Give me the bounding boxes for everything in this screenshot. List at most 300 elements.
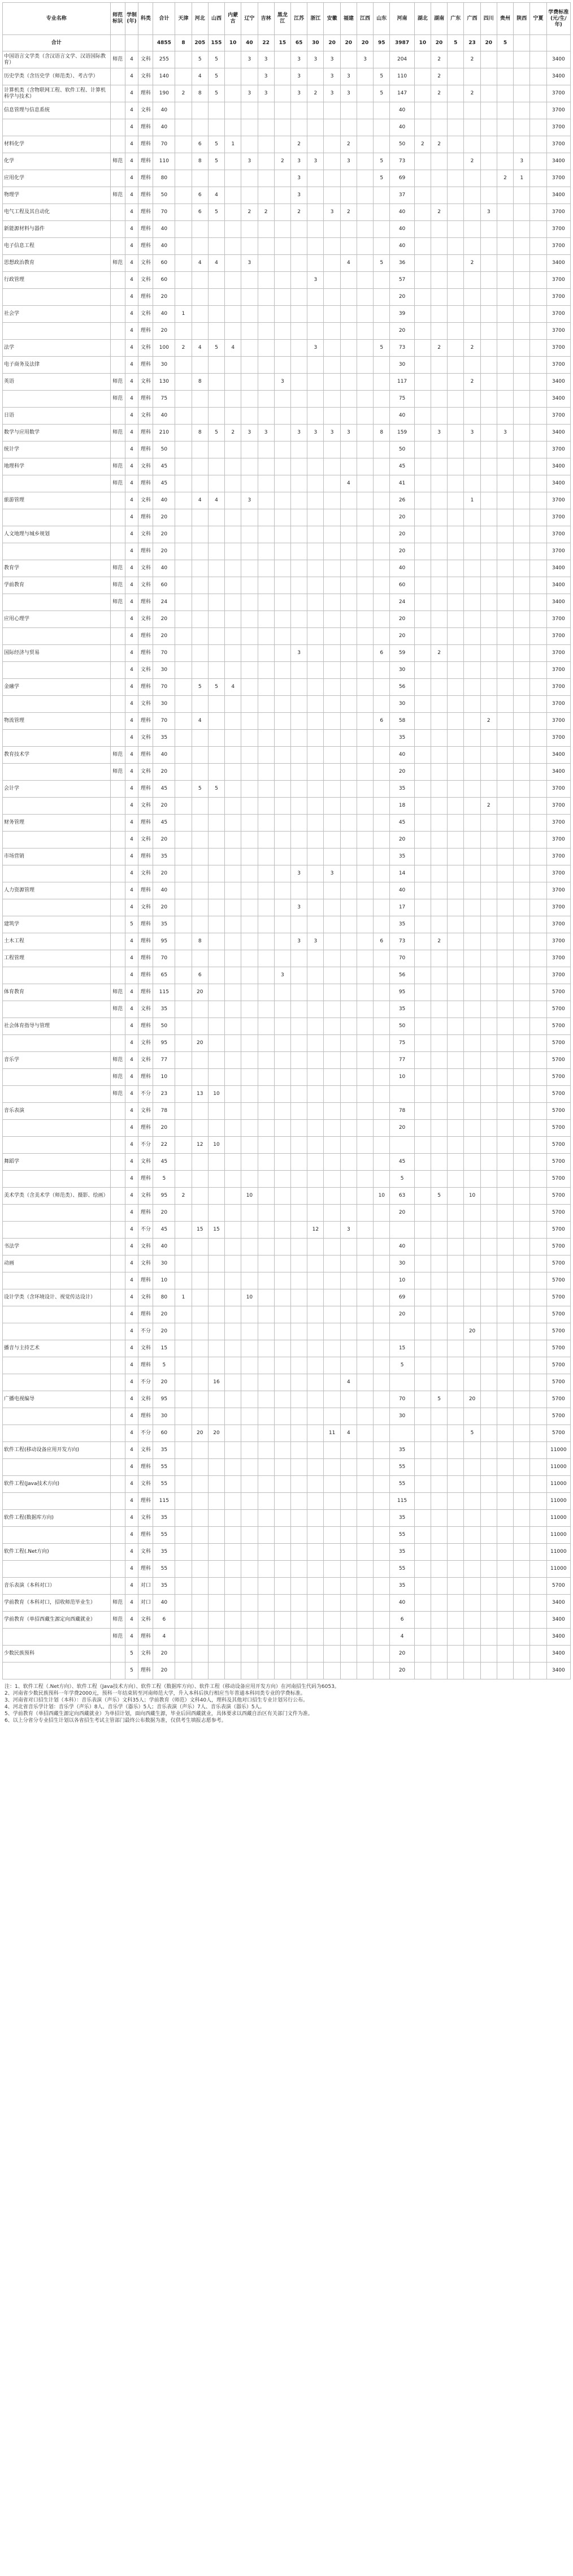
tuition-fee: 3700 <box>546 696 570 713</box>
province-cell: 20 <box>192 1425 208 1442</box>
province-cell <box>374 1052 390 1069</box>
study-years: 4 <box>125 1255 138 1272</box>
province-cell <box>374 187 390 204</box>
table-row <box>3 357 571 374</box>
province-cell: 15 <box>192 1222 208 1239</box>
study-years: 4 <box>125 560 138 577</box>
province-cell <box>324 1103 340 1120</box>
province-cell <box>241 696 258 713</box>
province-cell: 3 <box>480 204 497 221</box>
province-cell <box>274 289 290 306</box>
study-years: 4 <box>125 1340 138 1357</box>
province-cell <box>357 1086 373 1103</box>
table-row <box>3 1476 571 1493</box>
province-cell <box>307 1561 324 1578</box>
province-cell <box>514 1391 530 1408</box>
province-cell <box>530 1018 546 1035</box>
province-cell <box>374 289 390 306</box>
province-cell <box>241 136 258 153</box>
province-cell: 50 <box>390 136 414 153</box>
province-cell <box>431 509 447 526</box>
province-cell <box>464 1306 480 1323</box>
province-cell <box>291 1493 307 1510</box>
province-cell: 11 <box>324 1425 340 1442</box>
major-name <box>3 662 111 679</box>
province-cell <box>241 1086 258 1103</box>
province-cell: 10 <box>390 1272 414 1289</box>
province-cell <box>448 645 464 662</box>
province-cell <box>530 1052 546 1069</box>
province-cell <box>192 475 208 492</box>
normal-flag: 师范 <box>110 1086 125 1103</box>
province-cell <box>208 1663 224 1679</box>
province-cell <box>414 85 431 102</box>
province-cell <box>208 798 224 815</box>
province-cell <box>274 1154 290 1171</box>
province-cell <box>175 1629 192 1646</box>
row-total: 20 <box>153 611 175 628</box>
province-cell <box>374 899 390 916</box>
tuition-fee: 11000 <box>546 1544 570 1561</box>
province-cell <box>225 781 241 798</box>
province-cell <box>324 1052 340 1069</box>
province-cell <box>340 1035 357 1052</box>
province-cell <box>291 408 307 425</box>
province-cell <box>514 526 530 543</box>
province-cell: 20 <box>390 764 414 781</box>
province-cell <box>258 1086 274 1103</box>
province-cell: 3 <box>514 153 530 170</box>
province-cell <box>274 51 290 68</box>
table-row <box>3 1086 571 1103</box>
province-cell <box>530 221 546 238</box>
province-cell <box>374 815 390 832</box>
province-cell <box>480 1120 497 1137</box>
province-cell <box>464 1561 480 1578</box>
province-cell <box>464 1205 480 1222</box>
province-cell <box>192 882 208 899</box>
province-cell <box>357 306 373 323</box>
tuition-fee: 3700 <box>546 238 570 255</box>
province-cell <box>208 848 224 865</box>
province-cell: 5 <box>374 255 390 272</box>
province-cell <box>357 1459 373 1476</box>
subject-type: 理科 <box>138 391 153 408</box>
column-header: 学费标准(元/生/年) <box>546 3 570 35</box>
province-cell <box>414 1629 431 1646</box>
province-cell <box>208 543 224 560</box>
province-cell <box>340 1239 357 1255</box>
province-cell <box>414 238 431 255</box>
province-cell <box>241 933 258 950</box>
province-cell: 2 <box>464 85 480 102</box>
province-cell <box>274 1323 290 1340</box>
province-cell <box>192 272 208 289</box>
row-total: 40 <box>153 492 175 509</box>
study-years: 4 <box>125 289 138 306</box>
province-cell <box>208 1629 224 1646</box>
province-cell <box>530 51 546 68</box>
province-cell <box>324 1527 340 1544</box>
province-cell <box>241 374 258 391</box>
normal-flag: 师范 <box>110 1069 125 1086</box>
province-cell <box>514 187 530 204</box>
province-cell <box>464 170 480 187</box>
table-row <box>3 1493 571 1510</box>
province-cell <box>480 221 497 238</box>
province-cell: 3 <box>258 68 274 85</box>
province-cell <box>274 730 290 747</box>
row-total: 20 <box>153 1323 175 1340</box>
province-cell <box>192 1544 208 1561</box>
study-years: 4 <box>125 611 138 628</box>
province-cell <box>357 967 373 984</box>
province-cell: 20 <box>390 543 414 560</box>
province-cell <box>514 475 530 492</box>
province-cell <box>530 1425 546 1442</box>
province-cell <box>497 1408 513 1425</box>
total-cell: 23 <box>464 35 480 51</box>
province-cell <box>530 713 546 730</box>
province-cell <box>208 1595 224 1612</box>
province-cell <box>175 1222 192 1239</box>
province-cell <box>431 1205 447 1222</box>
province-cell <box>307 509 324 526</box>
province-cell <box>274 1205 290 1222</box>
province-cell <box>225 475 241 492</box>
tuition-fee: 3700 <box>546 832 570 848</box>
province-cell <box>225 713 241 730</box>
province-cell <box>530 950 546 967</box>
province-cell <box>241 357 258 374</box>
study-years: 4 <box>125 458 138 475</box>
province-cell <box>448 1408 464 1425</box>
tuition-fee: 3400 <box>546 1646 570 1663</box>
province-cell <box>258 492 274 509</box>
province-cell <box>497 1357 513 1374</box>
province-cell <box>324 526 340 543</box>
province-cell <box>414 984 431 1001</box>
province-cell <box>307 1086 324 1103</box>
province-cell <box>241 1340 258 1357</box>
province-cell <box>307 882 324 899</box>
province-cell <box>241 1493 258 1510</box>
tuition-fee: 5700 <box>546 1222 570 1239</box>
major-name <box>3 391 111 408</box>
normal-flag <box>110 1391 125 1408</box>
province-cell <box>514 340 530 357</box>
province-cell <box>514 611 530 628</box>
province-cell: 3 <box>464 425 480 441</box>
province-cell <box>431 815 447 832</box>
tuition-fee: 3700 <box>546 628 570 645</box>
province-cell <box>291 764 307 781</box>
province-cell <box>340 950 357 967</box>
province-cell <box>374 526 390 543</box>
province-cell <box>241 950 258 967</box>
province-cell <box>175 238 192 255</box>
province-cell <box>307 136 324 153</box>
province-cell <box>497 51 513 68</box>
province-cell <box>448 374 464 391</box>
province-cell: 35 <box>390 730 414 747</box>
province-cell <box>448 68 464 85</box>
province-cell <box>208 475 224 492</box>
province-cell <box>225 1171 241 1188</box>
province-cell <box>374 1255 390 1272</box>
province-cell: 10 <box>241 1289 258 1306</box>
province-cell <box>431 832 447 848</box>
province-cell: 3 <box>291 51 307 68</box>
province-cell <box>497 187 513 204</box>
province-cell <box>258 1289 274 1306</box>
province-cell <box>514 1374 530 1391</box>
province-cell <box>431 1544 447 1561</box>
province-cell <box>291 815 307 832</box>
province-cell: 20 <box>192 1035 208 1052</box>
column-header: 山东 <box>374 3 390 35</box>
province-cell <box>208 1612 224 1629</box>
province-cell <box>497 1323 513 1340</box>
province-cell <box>530 882 546 899</box>
province-cell <box>192 170 208 187</box>
province-cell <box>291 1510 307 1527</box>
province-cell <box>258 747 274 764</box>
province-cell <box>340 306 357 323</box>
province-cell <box>291 492 307 509</box>
province-cell <box>448 984 464 1001</box>
province-cell <box>225 170 241 187</box>
row-total: 40 <box>153 119 175 136</box>
province-cell <box>448 1357 464 1374</box>
normal-flag <box>110 865 125 882</box>
row-total: 210 <box>153 425 175 441</box>
province-cell <box>340 832 357 848</box>
province-cell <box>497 221 513 238</box>
study-years: 4 <box>125 1222 138 1239</box>
province-cell <box>241 730 258 747</box>
column-header: 江苏 <box>291 3 307 35</box>
table-row <box>3 289 571 306</box>
province-cell <box>258 950 274 967</box>
province-cell <box>192 865 208 882</box>
province-cell <box>307 1340 324 1357</box>
subject-type: 理科 <box>138 1493 153 1510</box>
province-cell <box>414 509 431 526</box>
province-cell <box>192 1188 208 1205</box>
province-cell <box>530 747 546 764</box>
province-cell: 45 <box>390 1154 414 1171</box>
province-cell <box>274 865 290 882</box>
province-cell <box>241 1408 258 1425</box>
province-cell <box>530 170 546 187</box>
province-cell <box>258 458 274 475</box>
normal-flag: 师范 <box>110 1052 125 1069</box>
normal-flag: 师范 <box>110 594 125 611</box>
province-cell: 6 <box>374 933 390 950</box>
province-cell <box>208 1052 224 1069</box>
province-cell <box>307 1459 324 1476</box>
total-cell: 20 <box>340 35 357 51</box>
province-cell <box>414 458 431 475</box>
tuition-fee: 3700 <box>546 408 570 425</box>
province-cell <box>414 1222 431 1239</box>
province-cell: 55 <box>390 1561 414 1578</box>
province-cell <box>340 289 357 306</box>
province-cell <box>464 289 480 306</box>
province-cell <box>340 1510 357 1527</box>
province-cell <box>464 1289 480 1306</box>
province-cell <box>514 1120 530 1137</box>
province-cell <box>192 730 208 747</box>
province-cell <box>414 1544 431 1561</box>
province-cell <box>241 1306 258 1323</box>
province-cell <box>448 458 464 475</box>
table-row <box>3 102 571 119</box>
province-cell <box>324 1612 340 1629</box>
province-cell <box>192 1306 208 1323</box>
study-years: 4 <box>125 391 138 408</box>
subject-type: 文科 <box>138 306 153 323</box>
province-cell: 40 <box>390 560 414 577</box>
province-cell <box>414 1154 431 1171</box>
province-cell <box>374 832 390 848</box>
province-cell <box>274 357 290 374</box>
province-cell <box>497 798 513 815</box>
study-years: 4 <box>125 967 138 984</box>
province-cell <box>357 475 373 492</box>
province-cell <box>225 1578 241 1595</box>
province-cell <box>340 1357 357 1374</box>
province-cell <box>357 950 373 967</box>
province-cell <box>225 238 241 255</box>
major-name <box>3 543 111 560</box>
province-cell <box>497 764 513 781</box>
province-cell <box>324 272 340 289</box>
province-cell: 3 <box>307 272 324 289</box>
province-cell <box>192 1646 208 1663</box>
province-cell <box>374 1069 390 1086</box>
province-cell <box>274 85 290 102</box>
province-cell <box>431 408 447 425</box>
normal-flag <box>110 1493 125 1510</box>
province-cell: 10 <box>241 1188 258 1205</box>
province-cell <box>274 1239 290 1255</box>
normal-flag <box>110 950 125 967</box>
province-cell <box>291 713 307 730</box>
province-cell <box>258 899 274 916</box>
row-total: 190 <box>153 85 175 102</box>
province-cell <box>324 1459 340 1476</box>
major-name: 英语 <box>3 374 111 391</box>
subject-type: 理科 <box>138 323 153 340</box>
province-cell <box>291 289 307 306</box>
row-total: 22 <box>153 1137 175 1154</box>
province-cell <box>374 1527 390 1544</box>
province-cell <box>414 832 431 848</box>
tuition-fee: 5700 <box>546 1323 570 1340</box>
province-cell <box>480 1595 497 1612</box>
province-cell <box>448 1629 464 1646</box>
province-cell <box>374 747 390 764</box>
province-cell <box>208 916 224 933</box>
province-cell <box>414 594 431 611</box>
study-years: 4 <box>125 374 138 391</box>
subject-type: 文科 <box>138 1612 153 1629</box>
province-cell <box>274 933 290 950</box>
province-cell <box>414 441 431 458</box>
province-cell <box>340 1476 357 1493</box>
province-cell <box>291 560 307 577</box>
province-cell: 3 <box>324 85 340 102</box>
province-cell <box>357 119 373 136</box>
normal-flag: 师范 <box>110 391 125 408</box>
province-cell: 3 <box>431 425 447 441</box>
province-cell <box>258 1035 274 1052</box>
province-cell <box>291 1239 307 1255</box>
column-header: 宁夏 <box>530 3 546 35</box>
table-row <box>3 543 571 560</box>
province-cell <box>340 1018 357 1035</box>
subject-type: 理科 <box>138 85 153 102</box>
province-cell <box>431 1052 447 1069</box>
row-total: 77 <box>153 1052 175 1069</box>
province-cell <box>497 85 513 102</box>
province-cell <box>307 984 324 1001</box>
tuition-fee: 3400 <box>546 255 570 272</box>
province-cell <box>530 1646 546 1663</box>
province-cell: 3 <box>307 933 324 950</box>
province-cell <box>530 425 546 441</box>
province-cell: 20 <box>208 1425 224 1442</box>
province-cell <box>448 679 464 696</box>
province-cell <box>530 662 546 679</box>
table-row <box>3 1663 571 1679</box>
tuition-fee: 3700 <box>546 102 570 119</box>
province-cell <box>307 102 324 119</box>
province-cell <box>497 1188 513 1205</box>
province-cell <box>225 1069 241 1086</box>
province-cell <box>514 967 530 984</box>
province-cell <box>291 441 307 458</box>
row-total: 35 <box>153 1578 175 1595</box>
province-cell <box>448 916 464 933</box>
province-cell <box>274 848 290 865</box>
province-cell <box>530 781 546 798</box>
tuition-fee: 3700 <box>546 865 570 882</box>
province-cell <box>291 1052 307 1069</box>
major-name: 教育技术学 <box>3 747 111 764</box>
province-cell: 56 <box>390 679 414 696</box>
province-cell <box>497 543 513 560</box>
province-cell <box>258 1154 274 1171</box>
province-cell <box>291 1018 307 1035</box>
province-cell <box>448 1171 464 1188</box>
province-cell <box>448 425 464 441</box>
province-cell <box>414 543 431 560</box>
province-cell <box>357 832 373 848</box>
province-cell <box>374 950 390 967</box>
province-cell <box>208 832 224 848</box>
province-cell <box>448 950 464 967</box>
province-cell <box>530 1086 546 1103</box>
subject-type: 不分 <box>138 1222 153 1239</box>
province-cell <box>414 526 431 543</box>
province-cell <box>414 577 431 594</box>
province-cell <box>374 1086 390 1103</box>
province-cell <box>357 662 373 679</box>
normal-flag: 师范 <box>110 51 125 68</box>
